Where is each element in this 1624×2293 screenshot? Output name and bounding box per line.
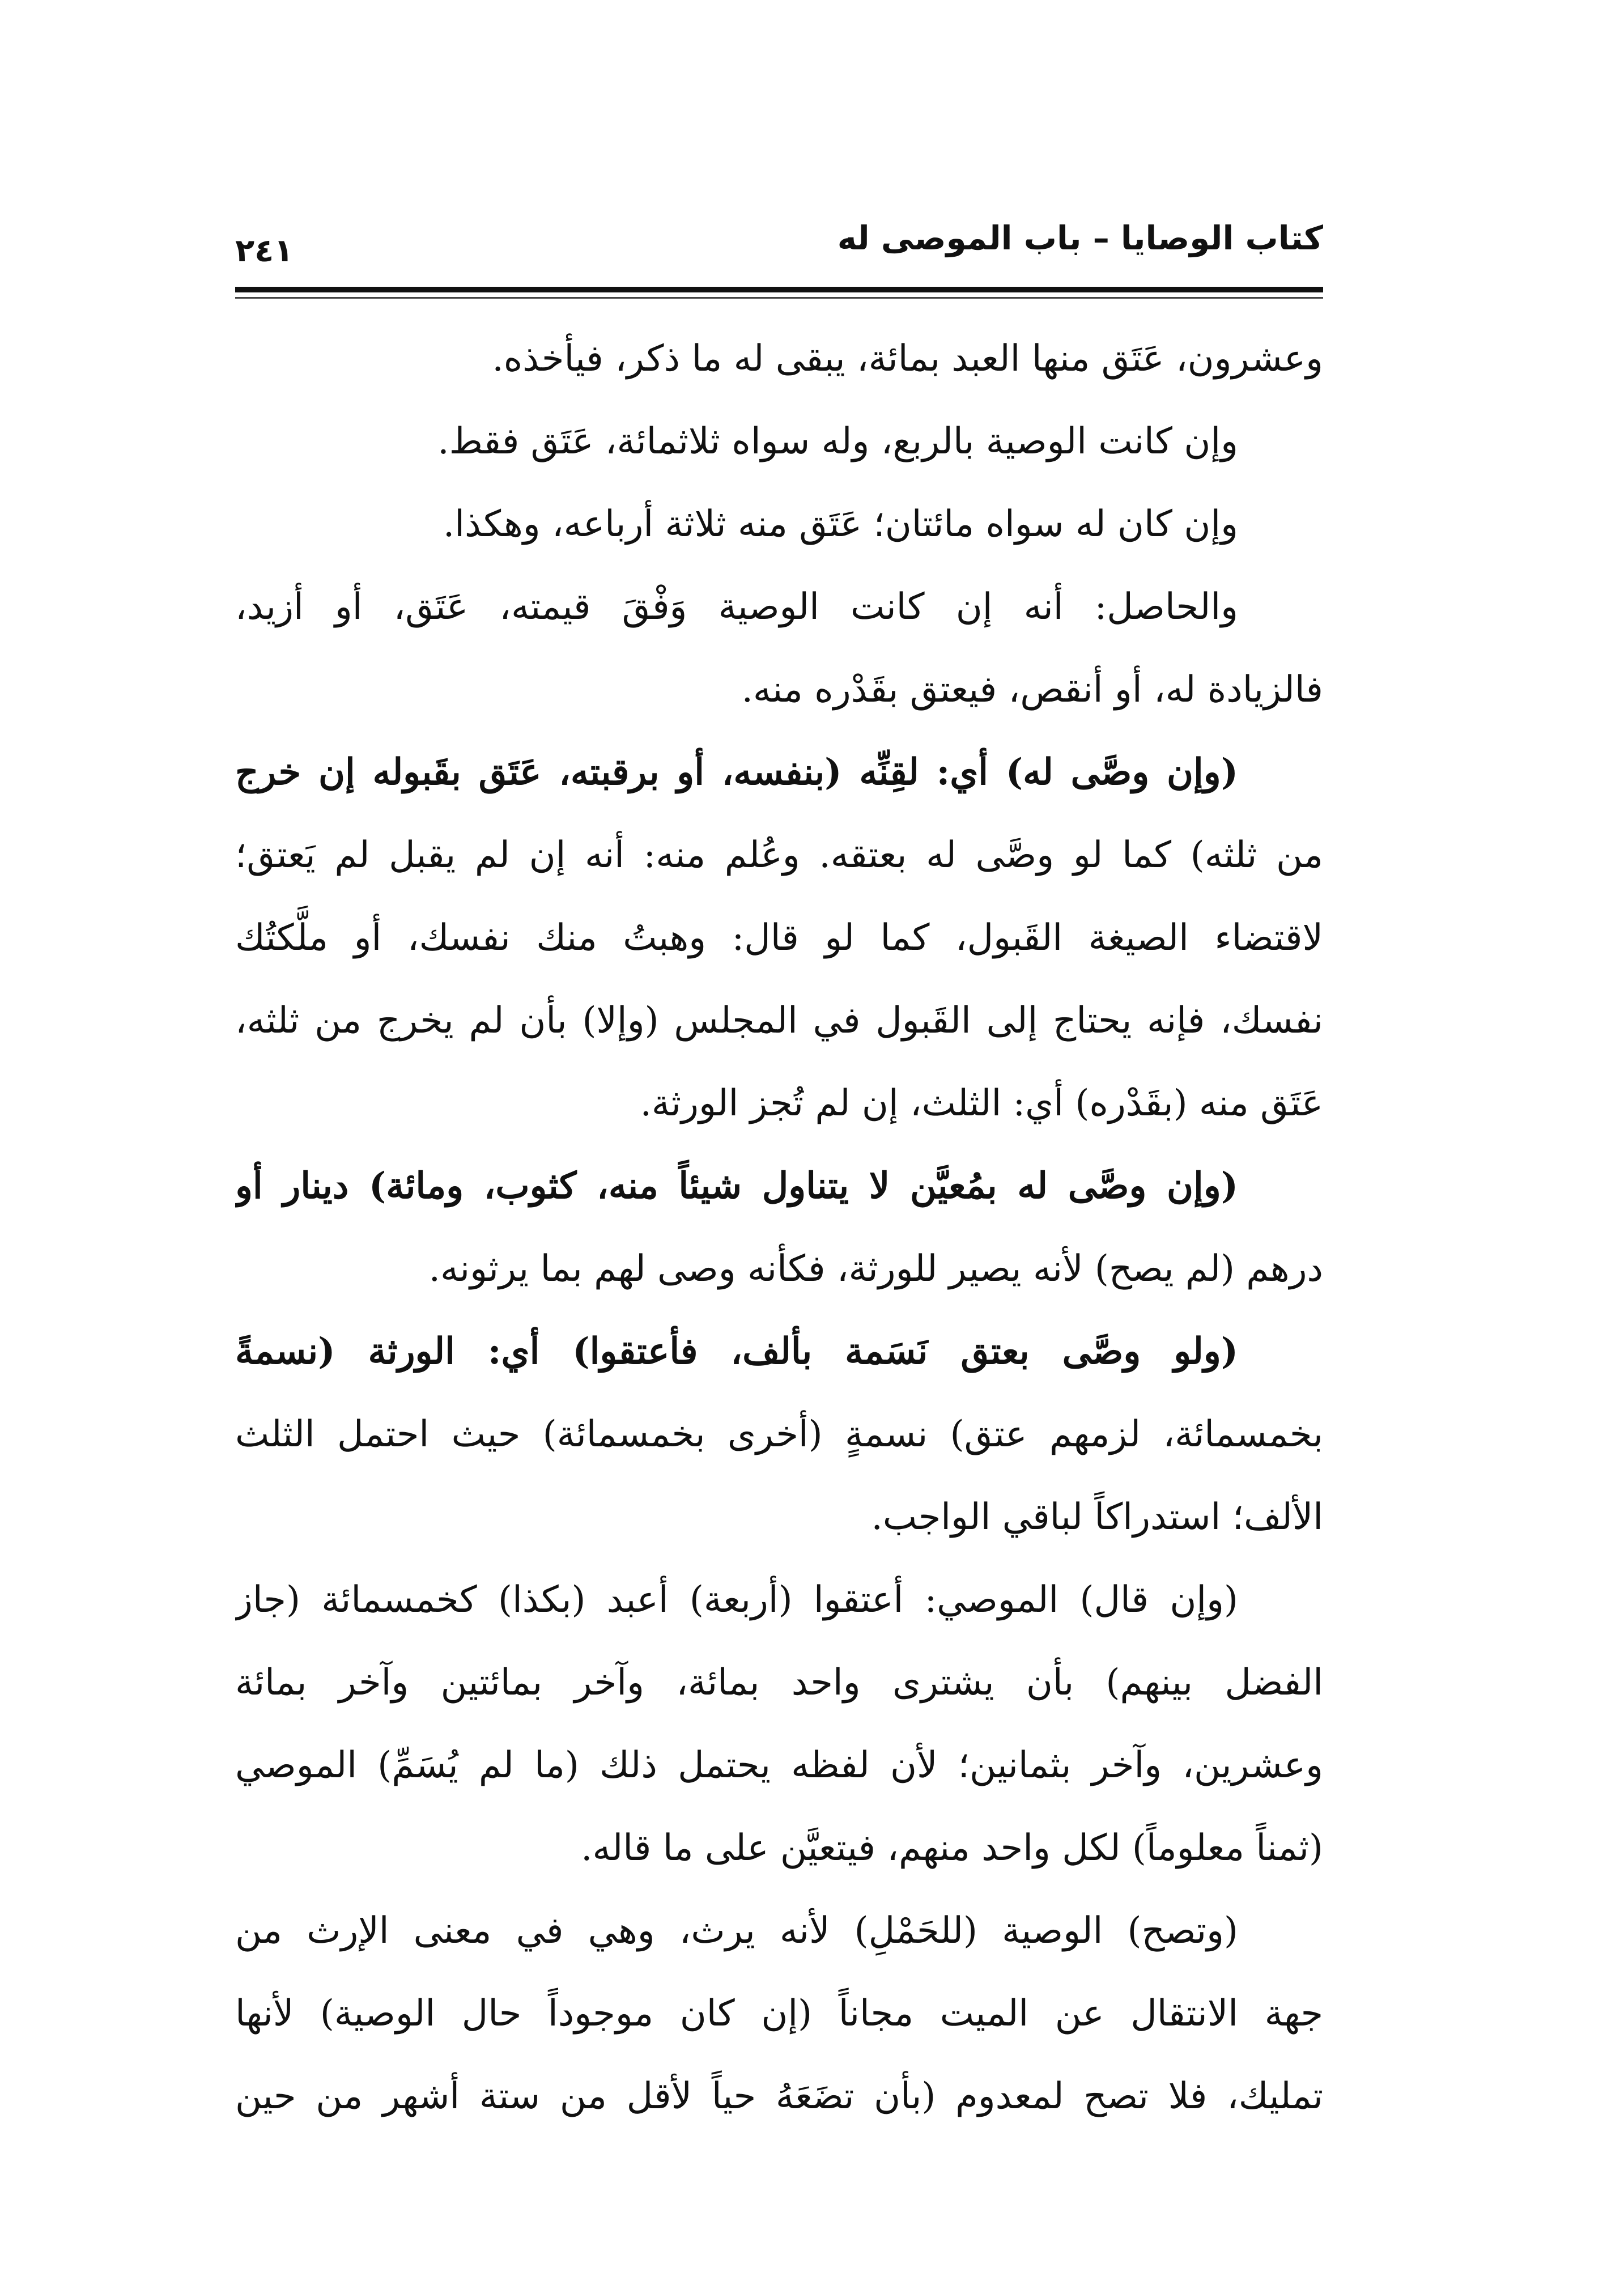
text-line: وإن كان له سواه مائتان؛ عَتَق منه ثلاثة أرباعه، وهكذا. xyxy=(443,503,1238,545)
text-line: فالزيادة له، أو أنقص، فيعتق بقَدْره منه. xyxy=(741,669,1323,711)
text-line: (وتصح) الوصية (للحَمْلِ) لأنه يرث، وهي في معنى الإرث من xyxy=(235,1910,1239,1952)
text-line: وإن كانت الوصية بالربع، وله سواه ثلاثمائة، عَتَق فقط. xyxy=(437,421,1238,462)
text-line: وعشرون، عَتَق منها العبد بمائة، يبقى له ما ذكر، فيأخذه. xyxy=(492,338,1323,380)
text-line: نفسك، فإنه يحتاج إلى القَبول في المجلس (وإلا) بأن لم يخرج من ثلثه، xyxy=(235,1000,1323,1042)
header-rule-thick xyxy=(235,287,1323,292)
text-line: من ثلثه) كما لو وصَّى له بعتقه. وعُلم منه: أنه إن لم يقبل لم يَعتق؛ xyxy=(235,834,1323,876)
text-line: والحاصل: أنه إن كانت الوصية وَفْقَ قيمته، عَتَق، أو أزيد، xyxy=(235,586,1239,628)
chapter-title: كتاب الوصايا – باب الموصى له xyxy=(837,219,1323,257)
header-rule-thin xyxy=(235,297,1323,299)
body-text xyxy=(235,317,1323,2138)
text-line: (وإن قال) الموصي: أعتقوا (أربعة) أعبد (بكذا) كخمسمائة (جاز xyxy=(235,1579,1238,1621)
text-line: تمليك، فلا تصح لمعدوم (بأن تضَعَهُ حياً لأقل من ستة أشهر من حين xyxy=(235,2075,1323,2117)
text-line: (وإن وصَّى له) أي: لقِنِّه (بنفسه، أو برقبته، عَتَق بقَبوله إن خرج xyxy=(235,751,1238,793)
text-line: (ولو وصَّى بعتق نَسَمة بألف، فأعتقوا) أي: الورثة (نسمةً xyxy=(235,1330,1238,1373)
text-line: عَتَق منه (بقَدْره) أي: الثلث، إن لم تُجز الورثة. xyxy=(640,1082,1323,1124)
text-line: الألف؛ استدراكاً لباقي الواجب. xyxy=(871,1496,1323,1538)
text-line: (وإن وصَّى له بمُعيَّن لا يتناول شيئاً منه، كثوب، ومائة) دينار أو xyxy=(235,1165,1239,1207)
text-line: جهة الانتقال عن الميت مجاناً (إن كان موجوداً حال الوصية) لأنها xyxy=(235,1993,1323,2035)
text-line: بخمسمائة، لزمهم عتق) نسمةٍ (أخرى بخمسمائة) حيث احتمل الثلث xyxy=(235,1413,1323,1455)
running-header xyxy=(235,215,1323,283)
page-number: ٢٤١ xyxy=(235,232,294,269)
text-line: (ثمناً معلوماً) لكل واحد منهم، فيتعيَّن على ما قاله. xyxy=(581,1827,1323,1869)
text-line: الفضل بينهم) بأن يشترى واحد بمائة، وآخر بمائتين وآخر بمائة xyxy=(235,1662,1323,1704)
text-line: لاقتضاء الصيغة القَبول، كما لو قال: وهبتُ منك نفسك، أو ملَّكتُك xyxy=(235,917,1323,959)
text-line: درهم (لم يصح) لأنه يصير للورثة، فكأنه وصى لهم بما يرثونه. xyxy=(428,1248,1323,1290)
text-line: وعشرين، وآخر بثمانين؛ لأن لفظه يحتمل ذلك (ما لم يُسَمِّ) الموصي xyxy=(235,1744,1323,1786)
